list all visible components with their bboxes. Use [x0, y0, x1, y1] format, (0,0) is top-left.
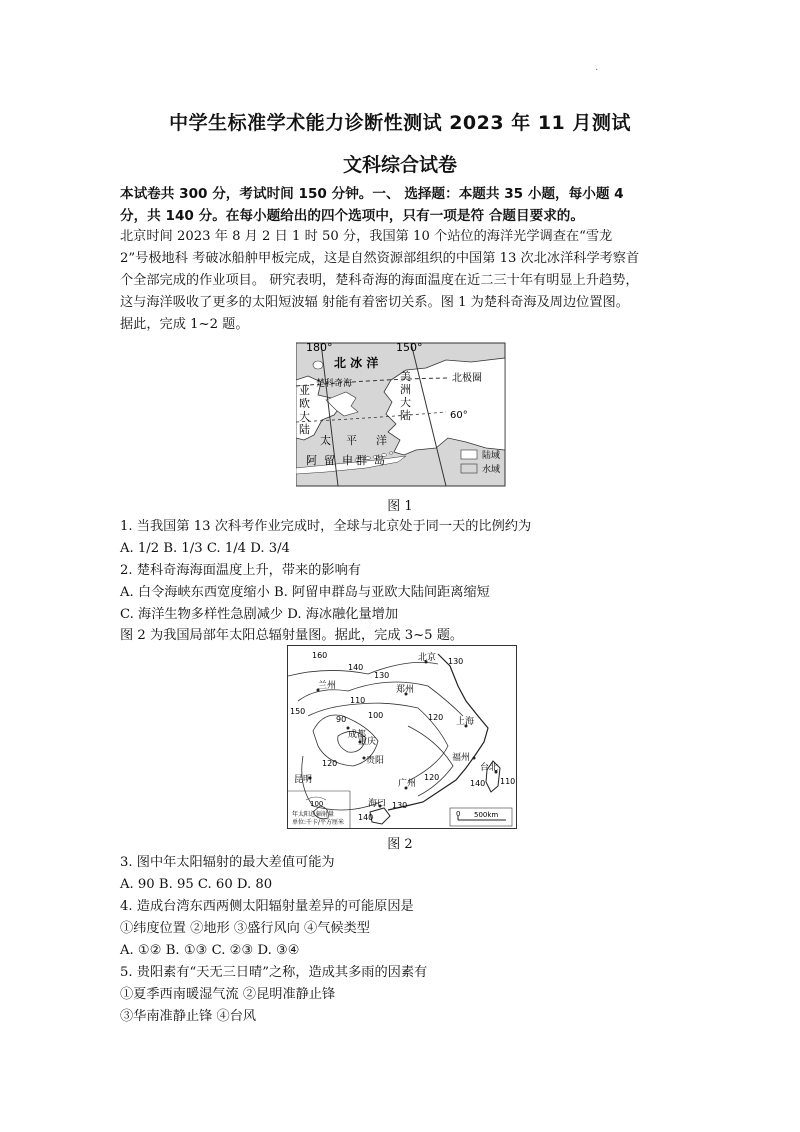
figure1-map	[296, 340, 506, 487]
corner-mark: .	[595, 62, 599, 73]
q5-items-2: ③华南准静止锋 ④台风	[120, 1009, 257, 1024]
aleutian-label-5: 岛	[374, 454, 385, 467]
q4-stem: 4. 造成台湾东西两侧太阳辐射量差异的可能原因是	[120, 899, 414, 914]
q2-options-2: C. 海洋生物多样性急剧减少 D. 海冰融化量增加	[120, 607, 399, 622]
value-130b: 130	[448, 657, 464, 666]
intro-line-1: 本试卷共 300 分，考试时间 150 分钟。一、 选择题：本题共 35 小题，每小题 4	[120, 186, 624, 202]
aleutian-label-2: 留	[324, 454, 335, 467]
exam-title: 中学生标准学术能力诊断性测试 2023 年 11 月测试	[169, 112, 631, 134]
passage1-line-3: 个全部完成的作业项目。 研究表明，楚科奇海的海面温度在近二三十年有明显上升趋势，	[120, 273, 639, 288]
city-fuzhou: 福州	[452, 753, 471, 763]
america-label-4: 陆	[400, 409, 411, 422]
intro-line-2: 分，共 140 分。在每小题给出的四个选项中，只有一项是符 合题目要求的。	[120, 208, 584, 224]
figure2-caption: 图 2	[387, 837, 413, 852]
q3-options: A. 90 B. 95 C. 60 D. 80	[120, 877, 273, 892]
value-110b: 110	[500, 777, 516, 786]
value-90: 90	[336, 715, 347, 724]
q5-items-1: ①夏季西南暖湿气流 ②昆明准静止锋	[120, 987, 336, 1002]
city-beijing: 北京	[418, 653, 437, 663]
america-label-2: 洲	[400, 383, 411, 396]
city-taibei: 台北	[480, 763, 499, 773]
value-130a: 130	[374, 671, 390, 680]
aleutian-label-4: 群	[356, 454, 367, 467]
city-haikou: 海口	[368, 799, 387, 809]
city-chongqing: 重庆	[358, 737, 377, 747]
city-guangzhou: 广州	[398, 779, 417, 789]
scale-label: 500km	[474, 811, 499, 819]
legend-water-label: 水域	[482, 465, 501, 475]
q1-options: A. 1/2 B. 1/3 C. 1/4 D. 3/4	[120, 541, 290, 556]
exam-subtitle: 文科综合试卷	[342, 154, 457, 176]
value-100a: 100	[368, 711, 384, 720]
value-140b: 140	[470, 779, 486, 788]
passage2-line-1: 图 2 为我国局部年太阳总辐射量图。据此，完成 3~5 题。	[120, 628, 464, 643]
asia-label-3: 大	[299, 410, 310, 423]
legend-land-swatch	[461, 450, 477, 459]
figure2-map	[287, 645, 517, 829]
city-shanghai: 上海	[456, 717, 475, 727]
america-label-1: 美	[400, 370, 411, 383]
q5-stem: 5. 贵阳素有“天无三日晴”之称，造成其多雨的因素有	[120, 965, 428, 980]
passage1-line-4: 这与海洋吸收了更多的太阳短波辐 射能有着密切关系。图 1 为楚科奇海及周边位置图。	[120, 295, 629, 310]
asia-label-2: 欧	[299, 397, 310, 410]
lon-150-label: 150°	[396, 341, 423, 354]
passage1-line-5: 据此，完成 1~2 题。	[120, 317, 249, 332]
passage1-line-1: 北京时间 2023 年 8 月 2 日 1 时 50 分，我国第 10 个站位的海洋光学调查在“雪龙	[120, 229, 613, 244]
figure1-caption: 图 1	[387, 499, 413, 514]
america-label-3: 大	[400, 396, 411, 409]
q4-options: A. ①② B. ①③ C. ②③ D. ③④	[120, 943, 300, 958]
value-120b: 120	[322, 759, 338, 768]
city-lanzhou: 兰州	[318, 681, 337, 691]
chukchi-sea-label: 楚科奇海	[316, 379, 353, 389]
value-140a: 140	[348, 663, 364, 672]
pacific-label-3: 洋	[376, 434, 387, 447]
value-150: 150	[290, 707, 306, 716]
q2-stem: 2. 楚科奇海海面温度上升，带来的影响有	[120, 563, 361, 578]
passage1-line-2: 2”号极地科 考破冰船舯甲板完成，这是自然资源部组织的中国第 13 次北冰洋科学考察首	[120, 251, 640, 266]
city-chengdu: 成都	[348, 730, 367, 740]
asia-label-4: 陆	[299, 423, 310, 436]
city-zhengzhou: 郑州	[396, 685, 415, 695]
value-140c: 140	[358, 813, 374, 822]
q2-options-1: A. 白令海峡东西宽度缩小 B. 阿留申群岛与亚欧大陆间距离缩短	[120, 585, 490, 600]
lat-60-label: 60°	[450, 410, 468, 421]
lon-180-label: 180°	[306, 341, 333, 354]
legend-land-label: 陆域	[482, 451, 501, 461]
value-120c: 120	[424, 773, 440, 782]
asia-label-1: 亚	[299, 384, 310, 397]
arctic-ocean-label: 北 冰 洋	[334, 356, 379, 370]
city-guiyang: 贵阳	[366, 756, 385, 766]
pacific-label-1: 太	[320, 434, 331, 447]
value-130c: 130	[392, 801, 408, 810]
legend-line-2: 单位:千卡/平方厘米	[292, 819, 345, 826]
scale-zero: 0	[456, 810, 461, 818]
aleutian-label-3: 申	[342, 454, 353, 467]
value-160: 160	[312, 651, 328, 660]
legend-line-1: 年太阳总辐射量	[292, 811, 335, 818]
city-kunming: 昆明	[294, 775, 313, 785]
pacific-label-2: 平	[346, 434, 357, 447]
legend-sample-value: 100	[310, 800, 324, 808]
legend-water-swatch	[461, 464, 477, 473]
value-120a: 120	[428, 713, 444, 722]
q3-stem: 3. 图中年太阳辐射的最大差值可能为	[120, 855, 335, 870]
arctic-circle-label: 北极圈	[452, 373, 482, 384]
q1-stem: 1. 当我国第 13 次科考作业完成时，全球与北京处于同一天的比例约为	[120, 519, 532, 534]
value-110a: 110	[350, 696, 366, 705]
q4-items: ①纬度位置 ②地形 ③盛行风向 ④气候类型	[120, 921, 370, 936]
aleutian-label-1: 阿	[306, 454, 317, 467]
